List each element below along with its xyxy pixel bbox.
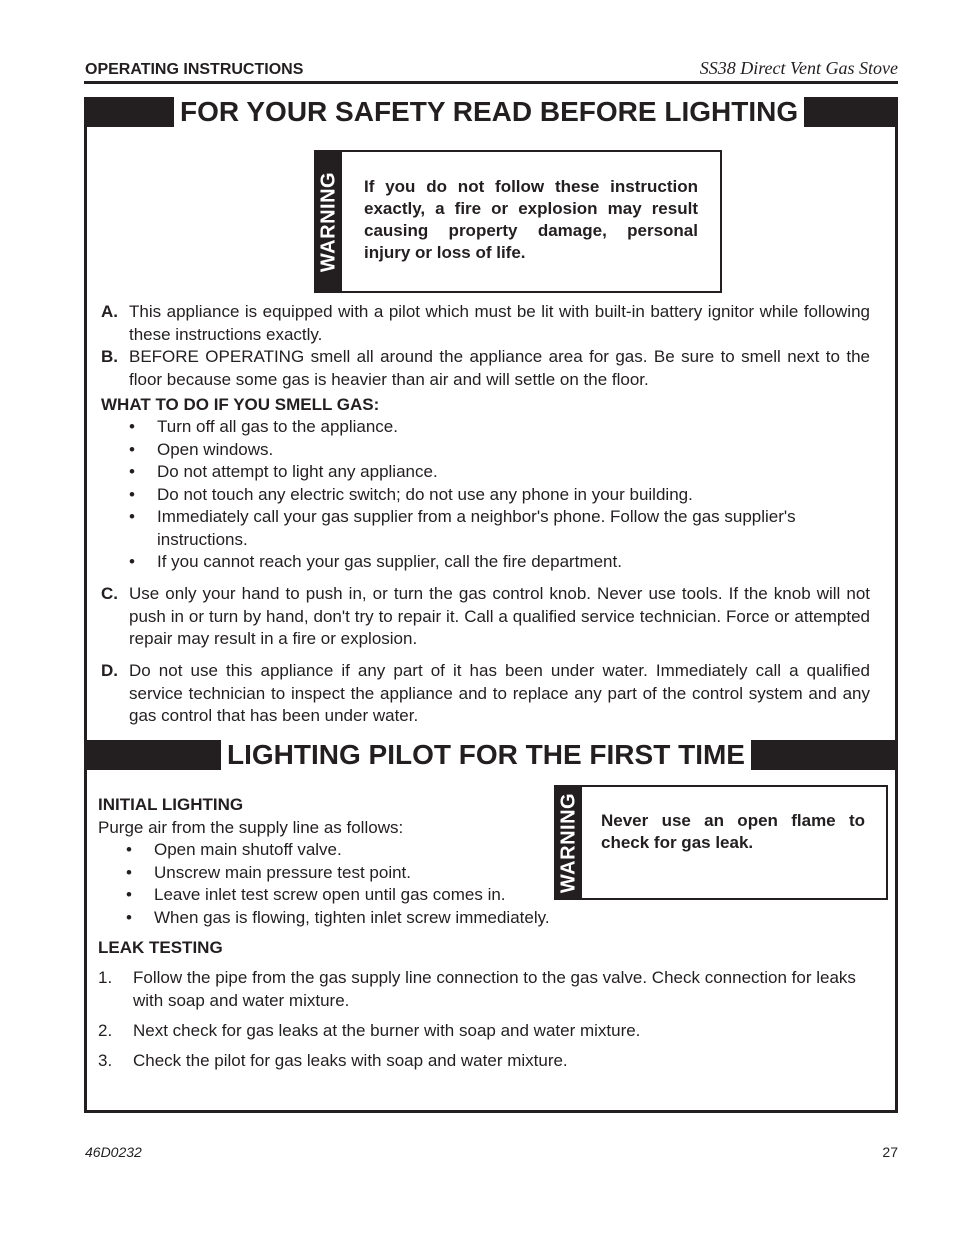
list-item: • Open main shutoff valve. <box>126 839 606 862</box>
list-item: • Do not attempt to light any appliance. <box>129 461 870 484</box>
warning-text: Never use an open flame to check for gas leak. <box>601 811 865 852</box>
product-name: SS38 Direct Vent Gas Stove <box>699 58 898 78</box>
lighting-warning-box <box>554 785 888 900</box>
step-text: Check the pilot for gas leaks with soap and water mixture. <box>133 1050 568 1070</box>
step-text: Follow the pipe from the gas supply line connection to the gas valve. Check connection for leaks with soap and water mixture. <box>133 968 856 1010</box>
safety-item-c <box>101 583 870 651</box>
smell-gas-list <box>129 416 870 574</box>
leak-testing-steps <box>98 967 874 1080</box>
item-text: BEFORE OPERATING smell all around the appliance area for gas. Be sure to smell next to the floor because some gas is heavier than air and will settle on the floor. <box>129 347 870 389</box>
item-label: C. <box>101 584 118 603</box>
safety-banner <box>84 97 898 127</box>
item-text: Use only your hand to push in, or turn the gas control knob. Never use tools. If the knob will not push in or turn by hand, don't try to repair it. Call a qualified service technician. Force or attempted repair may result in a fire or explosion. <box>129 584 870 648</box>
initial-lighting-list <box>126 839 606 929</box>
header-rule <box>84 81 898 84</box>
section-header: OPERATING INSTRUCTIONS <box>85 61 304 78</box>
leak-testing-heading: LEAK TESTING <box>98 938 223 957</box>
lighting-banner <box>84 740 898 770</box>
warning-label: WARNING <box>557 792 580 893</box>
step-text: Next check for gas leaks at the burner with soap and water mixture. <box>133 1020 641 1040</box>
list-item: • When gas is flowing, tighten inlet screw immediately. <box>126 907 606 930</box>
step-number: 3. <box>98 1050 113 1070</box>
doc-number: 46D0232 <box>85 1144 142 1160</box>
item-label: D. <box>101 661 118 680</box>
warning-label: WARNING <box>317 171 340 272</box>
safety-warning-box <box>314 150 722 293</box>
list-item: • Open windows. <box>129 439 870 462</box>
warning-text: If you do not follow these instruction exactly, a fire or explosion may result causing property damage, personal injury or loss of life. <box>364 177 698 262</box>
step-number: 2. <box>98 1020 113 1040</box>
item-text: Do not use this appliance if any part of it has been under water. Immediately call a qualified service technician to inspect the appliance and to replace any part of the control system and any gas control that has been under water. <box>129 661 870 725</box>
step-number: 1. <box>98 968 113 987</box>
initial-lighting-heading: INITIAL LIGHTING <box>98 795 244 814</box>
list-item: • If you cannot reach your gas supplier, call the fire department. <box>129 551 870 574</box>
warning-tab <box>316 152 342 291</box>
list-item: • Leave inlet test screw open until gas comes in. <box>126 884 606 907</box>
lighting-title: LIGHTING PILOT FOR THE FIRST TIME <box>221 737 751 773</box>
safety-title: FOR YOUR SAFETY READ BEFORE LIGHTING <box>174 94 804 130</box>
list-item: • Turn off all gas to the appliance. <box>129 416 870 439</box>
item-label: B. <box>101 347 118 366</box>
page-number: 27 <box>882 1144 898 1160</box>
smell-gas-heading: WHAT TO DO IF YOU SMELL GAS: <box>101 395 380 414</box>
warning-tab <box>556 787 582 898</box>
list-item: • Immediately call your gas supplier from a neighbor's phone. Follow the gas supplier's instructions. <box>129 506 870 551</box>
item-label: A. <box>101 302 118 321</box>
list-item <box>98 1050 874 1073</box>
initial-lighting-intro: Purge air from the supply line as follows: <box>98 818 404 837</box>
list-item <box>98 967 874 1012</box>
item-text: This appliance is equipped with a pilot which must be lit with built-in battery ignitor while following these instructions exactly. <box>129 302 870 344</box>
list-item: • Unscrew main pressure test point. <box>126 862 606 885</box>
safety-item-b <box>101 346 870 391</box>
list-item <box>98 1020 874 1043</box>
safety-item-d <box>101 660 870 728</box>
list-item: • Do not touch any electric switch; do not use any phone in your building. <box>129 484 870 507</box>
safety-item-a <box>101 301 870 346</box>
